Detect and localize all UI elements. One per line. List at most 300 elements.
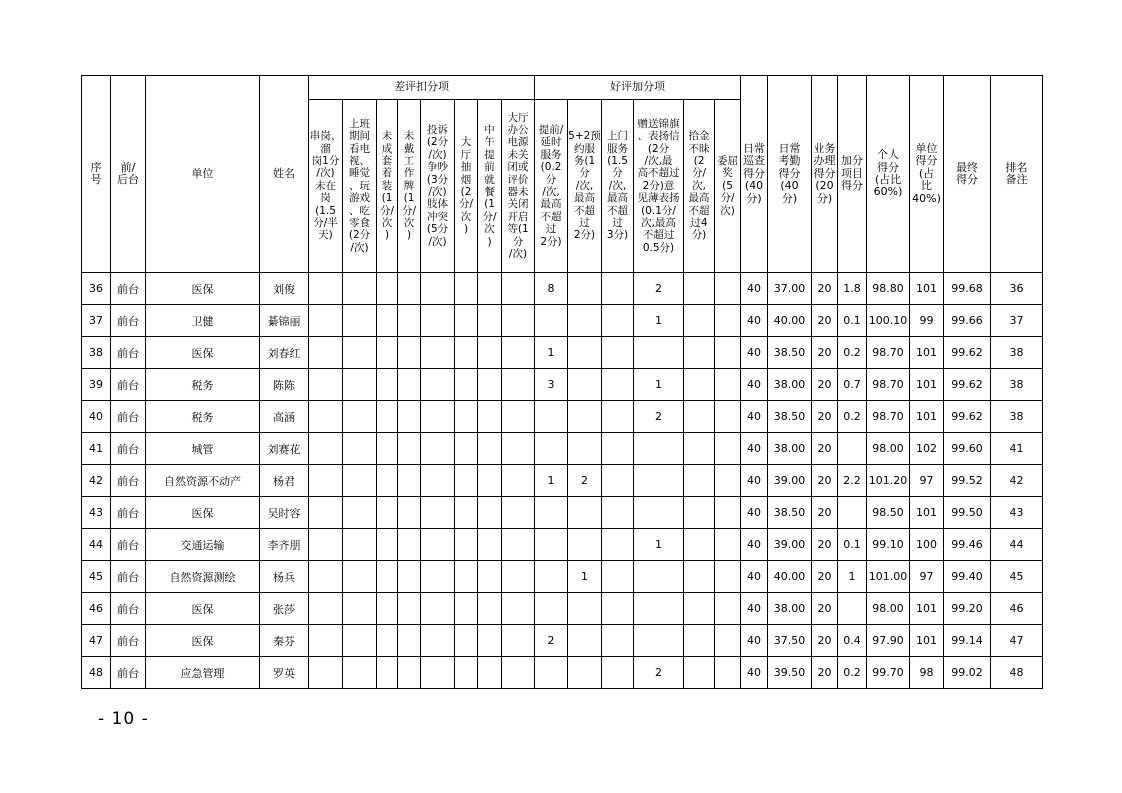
header-line: 考勤 bbox=[778, 154, 801, 168]
header-line: 作 bbox=[403, 167, 415, 180]
header-neg-power bbox=[502, 100, 535, 273]
deduction-cell bbox=[377, 497, 398, 529]
bonus-item-cell bbox=[568, 625, 602, 657]
bonus-item-cell bbox=[684, 529, 715, 561]
deduction-cell bbox=[421, 401, 455, 433]
front-back-cell: 前台 bbox=[111, 625, 146, 657]
bonus-score-cell: 1.8 bbox=[838, 273, 867, 305]
table-header bbox=[82, 76, 1043, 273]
deduction-cell bbox=[421, 593, 455, 625]
bonus-item-cell bbox=[715, 657, 741, 689]
header-line: 60%) bbox=[873, 185, 903, 199]
header-line: 套 bbox=[381, 154, 393, 167]
bonus-item-cell bbox=[715, 465, 741, 497]
table-row bbox=[82, 497, 1043, 529]
deduction-cell bbox=[309, 657, 343, 689]
header-line: 过 bbox=[612, 217, 623, 230]
patrol-score-cell: 40 bbox=[741, 593, 768, 625]
bonus-item-cell bbox=[602, 529, 634, 561]
deduction-cell bbox=[478, 657, 502, 689]
bonus-score-cell: 0.4 bbox=[838, 625, 867, 657]
name-cell: 綦锦丽 bbox=[260, 305, 309, 337]
bonus-item-cell bbox=[715, 337, 741, 369]
deduction-cell bbox=[343, 369, 377, 401]
business-score-cell: 20 bbox=[812, 657, 838, 689]
deduction-cell bbox=[421, 337, 455, 369]
personal-score-cell: 97.90 bbox=[867, 625, 910, 657]
seq-cell: 43 bbox=[82, 497, 111, 529]
header-line: 戴 bbox=[403, 142, 415, 155]
table-row bbox=[82, 369, 1043, 401]
deduction-cell bbox=[309, 273, 343, 305]
header-line: 单位 bbox=[191, 166, 214, 180]
bonus-item-cell: 2 bbox=[634, 657, 684, 689]
bonus-item-cell bbox=[568, 369, 602, 401]
header-line: 委屈 bbox=[717, 154, 739, 167]
header-line: 等(1 bbox=[507, 223, 529, 236]
deduction-cell bbox=[478, 433, 502, 465]
bonus-item-cell bbox=[602, 657, 634, 689]
header-line: 办公 bbox=[507, 123, 529, 136]
patrol-score-cell: 40 bbox=[741, 305, 768, 337]
bonus-item-cell bbox=[684, 657, 715, 689]
header-neg-smoking bbox=[455, 100, 478, 273]
header-line: 不超 bbox=[540, 210, 562, 223]
header-line: 闭或 bbox=[507, 161, 529, 174]
name-cell: 秦芬 bbox=[260, 625, 309, 657]
business-score-cell: 20 bbox=[812, 465, 838, 497]
header-line: 业务 bbox=[813, 141, 836, 155]
header-line: 未在 bbox=[315, 179, 336, 192]
unit-cell: 卫健 bbox=[146, 305, 260, 337]
patrol-score-cell: 40 bbox=[741, 657, 768, 689]
personal-score-cell: 98.00 bbox=[867, 433, 910, 465]
header-line: (40 bbox=[744, 179, 764, 193]
deduction-cell bbox=[309, 561, 343, 593]
final-score-cell: 99.14 bbox=[944, 625, 991, 657]
header-line: 最终 bbox=[956, 160, 979, 174]
header-line: 姓名 bbox=[273, 166, 295, 180]
personal-score-cell: 98.80 bbox=[867, 273, 910, 305]
rank-cell: 38 bbox=[991, 369, 1043, 401]
unit-cell: 医保 bbox=[146, 625, 260, 657]
header-line: 肢体 bbox=[427, 198, 448, 211]
header-line: 排名 bbox=[1005, 160, 1028, 174]
final-score-cell: 99.62 bbox=[944, 401, 991, 433]
deduction-cell bbox=[502, 593, 535, 625]
final-score-cell: 99.62 bbox=[944, 337, 991, 369]
unit-score-cell: 98 bbox=[910, 657, 944, 689]
header-line: 最高 bbox=[574, 192, 595, 205]
deduction-cell bbox=[343, 529, 377, 561]
patrol-score-cell: 40 bbox=[741, 401, 768, 433]
bonus-item-cell bbox=[602, 497, 634, 529]
unit-score-cell: 101 bbox=[910, 337, 944, 369]
deduction-cell bbox=[455, 657, 478, 689]
header-line: 2分) bbox=[540, 235, 562, 248]
unit-score-cell: 102 bbox=[910, 433, 944, 465]
deduction-cell bbox=[343, 497, 377, 529]
bonus-item-cell bbox=[684, 465, 715, 497]
header-unit-score bbox=[910, 76, 944, 273]
bonus-item-cell bbox=[568, 593, 602, 625]
header-line: 次 bbox=[381, 217, 393, 230]
bonus-item-cell bbox=[684, 305, 715, 337]
deduction-cell bbox=[455, 305, 478, 337]
header-final bbox=[944, 76, 991, 273]
header-line: (0.2 bbox=[540, 161, 562, 174]
bonus-item-cell bbox=[634, 465, 684, 497]
header-bonus bbox=[838, 76, 867, 273]
personal-score-cell: 101.00 bbox=[867, 561, 910, 593]
header-attendance bbox=[768, 76, 812, 273]
header-patrol bbox=[741, 76, 768, 273]
final-score-cell: 99.50 bbox=[944, 497, 991, 529]
deduction-cell bbox=[502, 529, 535, 561]
header-line: 上门 bbox=[607, 130, 628, 143]
header-line: 评价 bbox=[507, 173, 529, 186]
header-line: 成 bbox=[381, 142, 393, 155]
rank-cell: 41 bbox=[991, 433, 1043, 465]
seq-cell: 36 bbox=[82, 273, 111, 305]
patrol-score-cell: 40 bbox=[741, 433, 768, 465]
unit-score-cell: 101 bbox=[910, 273, 944, 305]
final-score-cell: 99.02 bbox=[944, 657, 991, 689]
deduction-cell bbox=[398, 305, 421, 337]
unit-score-cell: 101 bbox=[910, 497, 944, 529]
deduction-cell bbox=[502, 305, 535, 337]
deduction-cell bbox=[478, 337, 502, 369]
bonus-item-cell bbox=[634, 593, 684, 625]
header-line: 不超 bbox=[607, 204, 628, 217]
header-line: (1 bbox=[381, 192, 393, 205]
deduction-cell bbox=[398, 465, 421, 497]
name-cell: 高涵 bbox=[260, 401, 309, 433]
deduction-cell bbox=[421, 273, 455, 305]
header-line: /次) bbox=[428, 148, 447, 161]
header-rank bbox=[991, 76, 1043, 273]
header-line: 过4 bbox=[690, 217, 708, 230]
header-line: (40 bbox=[780, 179, 799, 193]
bonus-item-cell bbox=[602, 305, 634, 337]
bonus-item-cell bbox=[634, 433, 684, 465]
bonus-item-cell bbox=[568, 529, 602, 561]
header-line: (0.1分/ bbox=[641, 204, 676, 217]
bonus-item-cell bbox=[684, 273, 715, 305]
deduction-cell bbox=[343, 593, 377, 625]
attendance-score-cell: 37.50 bbox=[768, 625, 812, 657]
name-cell: 刘俊 bbox=[260, 273, 309, 305]
deduction-cell bbox=[421, 657, 455, 689]
deduction-cell bbox=[478, 305, 502, 337]
deduction-cell bbox=[455, 433, 478, 465]
rank-cell: 42 bbox=[991, 465, 1043, 497]
attendance-score-cell: 38.50 bbox=[768, 497, 812, 529]
header-line: 零食 bbox=[349, 217, 370, 230]
patrol-score-cell: 40 bbox=[741, 497, 768, 529]
header-line: 分 bbox=[612, 167, 623, 180]
unit-cell: 自然资源不动产 bbox=[146, 465, 260, 497]
attendance-score-cell: 38.50 bbox=[768, 401, 812, 433]
deduction-cell bbox=[421, 529, 455, 561]
header-line: 过 bbox=[579, 217, 590, 230]
header-positive-group: 好评加分项 bbox=[535, 76, 741, 100]
header-line: 分 bbox=[545, 173, 557, 186]
deduction-cell bbox=[478, 625, 502, 657]
bonus-item-cell bbox=[684, 401, 715, 433]
attendance-score-cell: 39.00 bbox=[768, 465, 812, 497]
header-line: 2分) bbox=[573, 229, 596, 242]
seq-cell: 37 bbox=[82, 305, 111, 337]
name-cell: 杨兵 bbox=[260, 561, 309, 593]
header-line: 服务 bbox=[607, 142, 628, 155]
header-line: 分) bbox=[781, 191, 798, 205]
header-line: 电源 bbox=[507, 136, 529, 149]
header-seq bbox=[82, 76, 111, 273]
patrol-score-cell: 40 bbox=[741, 529, 768, 561]
header-line: 厅 bbox=[460, 148, 472, 161]
rank-cell: 48 bbox=[991, 657, 1043, 689]
bonus-item-cell bbox=[634, 337, 684, 369]
header-line: (5分 bbox=[426, 223, 449, 236]
deduction-cell bbox=[309, 497, 343, 529]
front-back-cell: 前台 bbox=[111, 401, 146, 433]
header-pos-onsite bbox=[602, 100, 634, 273]
bonus-score-cell: 2.2 bbox=[838, 465, 867, 497]
bonus-item-cell bbox=[684, 497, 715, 529]
deduction-cell bbox=[309, 369, 343, 401]
business-score-cell: 20 bbox=[812, 561, 838, 593]
header-line: 、表扬信 bbox=[637, 130, 680, 143]
header-line: 就 bbox=[484, 173, 495, 186]
header-pos-honesty bbox=[684, 100, 715, 273]
deduction-cell bbox=[309, 337, 343, 369]
deduction-cell bbox=[502, 369, 535, 401]
header-line: /次,最 bbox=[644, 154, 673, 167]
patrol-score-cell: 40 bbox=[741, 625, 768, 657]
header-line: 中 bbox=[484, 123, 495, 136]
seq-cell: 48 bbox=[82, 657, 111, 689]
deduction-cell bbox=[377, 561, 398, 593]
header-line: 关闭 bbox=[507, 198, 529, 211]
deduction-cell bbox=[478, 529, 502, 561]
personal-score-cell: 98.70 bbox=[867, 401, 910, 433]
front-back-cell: 前台 bbox=[111, 657, 146, 689]
header-line: 冲突 bbox=[427, 210, 448, 223]
attendance-score-cell: 39.50 bbox=[768, 657, 812, 689]
bonus-item-cell: 2 bbox=[634, 273, 684, 305]
header-line: 得分 bbox=[956, 173, 979, 186]
patrol-score-cell: 40 bbox=[741, 465, 768, 497]
bonus-item-cell bbox=[715, 529, 741, 561]
deduction-cell bbox=[421, 561, 455, 593]
header-line: 号 bbox=[90, 173, 102, 186]
unit-score-cell: 101 bbox=[910, 593, 944, 625]
header-line: 串岗、溜 bbox=[309, 130, 342, 155]
rank-cell: 46 bbox=[991, 593, 1043, 625]
bonus-item-cell: 2 bbox=[634, 401, 684, 433]
bonus-score-cell: 0.2 bbox=[838, 657, 867, 689]
rank-cell: 37 bbox=[991, 305, 1043, 337]
deduction-cell bbox=[343, 657, 377, 689]
rank-cell: 44 bbox=[991, 529, 1043, 561]
deduction-cell bbox=[421, 465, 455, 497]
front-back-cell: 前台 bbox=[111, 529, 146, 561]
bonus-item-cell bbox=[535, 561, 568, 593]
deduction-cell bbox=[309, 625, 343, 657]
header-line: (20 bbox=[815, 179, 834, 193]
deduction-cell bbox=[377, 305, 398, 337]
deduction-cell bbox=[309, 593, 343, 625]
header-line: 投诉 bbox=[427, 123, 448, 136]
header-line: 拾金 bbox=[688, 130, 710, 143]
header-line: 提前/ bbox=[538, 123, 564, 136]
header-line: 不超 bbox=[574, 204, 595, 217]
header-line: 后台 bbox=[117, 173, 139, 186]
bonus-item-cell bbox=[634, 561, 684, 593]
header-line: 餐 bbox=[484, 186, 495, 198]
header-line: (1.5 bbox=[315, 204, 336, 217]
header-line: 提 bbox=[484, 148, 495, 161]
deduction-cell bbox=[478, 369, 502, 401]
header-neg-complaint bbox=[421, 100, 455, 273]
bonus-item-cell: 3 bbox=[535, 369, 568, 401]
bonus-item-cell bbox=[602, 433, 634, 465]
business-score-cell: 20 bbox=[812, 625, 838, 657]
seq-cell: 47 bbox=[82, 625, 111, 657]
personal-score-cell: 98.00 bbox=[867, 593, 910, 625]
seq-cell: 40 bbox=[82, 401, 111, 433]
deduction-cell bbox=[478, 465, 502, 497]
header-line: ) bbox=[463, 223, 469, 236]
final-score-cell: 99.52 bbox=[944, 465, 991, 497]
header-line: 工 bbox=[403, 154, 415, 167]
unit-cell: 税务 bbox=[146, 369, 260, 401]
deduction-cell bbox=[398, 369, 421, 401]
unit-score-cell: 97 bbox=[910, 561, 944, 593]
header-line: 午 bbox=[484, 136, 495, 149]
business-score-cell: 20 bbox=[812, 369, 838, 401]
header-line: 日常 bbox=[778, 141, 801, 155]
bonus-item-cell bbox=[568, 401, 602, 433]
header-line: (1 bbox=[403, 192, 415, 205]
header-line: 分/ bbox=[720, 192, 735, 205]
deduction-cell bbox=[309, 305, 343, 337]
bonus-score-cell: 0.1 bbox=[838, 305, 867, 337]
bonus-item-cell bbox=[568, 273, 602, 305]
header-line: 最高 bbox=[688, 192, 710, 205]
deduction-cell bbox=[343, 465, 377, 497]
header-line: 务(1 bbox=[573, 154, 596, 167]
header-line: 最高 bbox=[607, 192, 628, 205]
header-pos-appointment bbox=[568, 100, 602, 273]
front-back-cell: 前台 bbox=[111, 593, 146, 625]
header-line: /次) bbox=[316, 167, 335, 180]
bonus-item-cell bbox=[568, 337, 602, 369]
header-line: 抽 bbox=[460, 161, 472, 174]
deduction-cell bbox=[421, 433, 455, 465]
deduction-cell bbox=[343, 305, 377, 337]
header-line: 单位 bbox=[915, 141, 938, 155]
header-line: 看电 bbox=[349, 142, 370, 155]
rank-cell: 47 bbox=[991, 625, 1043, 657]
final-score-cell: 99.46 bbox=[944, 529, 991, 561]
deduction-cell bbox=[502, 433, 535, 465]
unit-score-cell: 97 bbox=[910, 465, 944, 497]
front-back-cell: 前台 bbox=[111, 305, 146, 337]
deduction-cell bbox=[309, 401, 343, 433]
deduction-cell bbox=[398, 401, 421, 433]
header-line: 得分 bbox=[877, 160, 900, 174]
bonus-item-cell bbox=[602, 401, 634, 433]
header-negative-group: 差评扣分项 bbox=[309, 76, 535, 100]
deduction-cell bbox=[502, 625, 535, 657]
header-line: 日常 bbox=[743, 141, 766, 155]
page-number: - 10 - bbox=[98, 709, 149, 729]
deduction-cell bbox=[478, 401, 502, 433]
header-line: 分 bbox=[512, 235, 524, 248]
final-score-cell: 99.66 bbox=[944, 305, 991, 337]
header-line: 不超 bbox=[688, 204, 710, 217]
attendance-score-cell: 38.00 bbox=[768, 369, 812, 401]
header-line: 上班 bbox=[349, 117, 370, 130]
header-line: ) bbox=[384, 229, 390, 242]
header-line: 5+2预 bbox=[568, 130, 601, 143]
deduction-cell bbox=[421, 369, 455, 401]
name-cell: 张莎 bbox=[260, 593, 309, 625]
bonus-score-cell: 0.2 bbox=[838, 337, 867, 369]
deduction-cell bbox=[421, 625, 455, 657]
unit-cell: 自然资源测绘 bbox=[146, 561, 260, 593]
header-neg-lunch bbox=[478, 100, 502, 273]
header-line: 次 bbox=[403, 217, 415, 230]
seq-cell: 42 bbox=[82, 465, 111, 497]
seq-cell: 46 bbox=[82, 593, 111, 625]
deduction-cell bbox=[309, 465, 343, 497]
bonus-item-cell bbox=[602, 273, 634, 305]
unit-cell: 城管 bbox=[146, 433, 260, 465]
bonus-item-cell: 1 bbox=[634, 529, 684, 561]
header-line: 比 bbox=[921, 179, 933, 193]
header-line: 得分 bbox=[915, 154, 938, 168]
bonus-item-cell bbox=[568, 305, 602, 337]
seq-cell: 45 bbox=[82, 561, 111, 593]
header-line: 未关 bbox=[507, 148, 529, 161]
bonus-item-cell bbox=[715, 561, 741, 593]
deduction-cell bbox=[343, 433, 377, 465]
deduction-cell bbox=[478, 273, 502, 305]
bonus-score-cell: 1 bbox=[838, 561, 867, 593]
front-back-cell: 前台 bbox=[111, 497, 146, 529]
deduction-cell bbox=[398, 497, 421, 529]
header-line: 见薄表扬 bbox=[637, 192, 680, 205]
header-line: 得分 bbox=[813, 166, 836, 180]
rank-cell: 36 bbox=[991, 273, 1043, 305]
header-line: 分/ bbox=[691, 167, 707, 180]
front-back-cell: 前台 bbox=[111, 561, 146, 593]
header-line: 巡查 bbox=[743, 154, 766, 168]
rank-cell: 43 bbox=[991, 497, 1043, 529]
deduction-cell bbox=[377, 273, 398, 305]
deduction-cell bbox=[377, 657, 398, 689]
final-score-cell: 99.20 bbox=[944, 593, 991, 625]
header-line: 次,最高 bbox=[641, 217, 676, 230]
bonus-item-cell bbox=[602, 593, 634, 625]
header-line: 最高 bbox=[540, 198, 562, 211]
header-neg-badge bbox=[398, 100, 421, 273]
bonus-item-cell: 2 bbox=[568, 465, 602, 497]
header-line: 次, bbox=[692, 179, 706, 192]
